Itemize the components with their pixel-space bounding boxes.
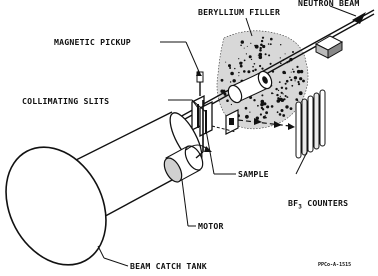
filler-speck [226,99,229,102]
filler-speck [238,58,239,59]
filler-speck [244,60,246,62]
label-motor: MOTOR [198,221,224,231]
filler-speck [250,43,251,44]
filler-speck [255,45,259,49]
bf3-counter-tube [302,99,307,155]
filler-speck [247,70,250,73]
filler-speck [282,114,285,117]
filler-speck [283,93,284,94]
filler-speck [246,53,247,54]
filler-speck [240,65,243,68]
filler-speck [249,55,252,58]
filler-speck [270,63,272,65]
filler-speck [285,53,286,54]
label-magnetic-pickup: MAGNETIC PICKUP [54,37,131,47]
filler-speck [253,99,255,101]
bf3-counter-tube [308,96,313,152]
filler-speck [290,79,292,81]
filler-speck [261,68,263,70]
filler-speck [271,105,274,108]
filler-speck [277,99,281,103]
filler-speck [290,107,293,110]
filler-speck [259,65,261,67]
filler-speck [265,53,267,55]
filler-speck [279,81,281,83]
filler-speck [289,77,291,79]
filler-speck [244,48,245,49]
filler-speck [257,105,259,107]
filler-speck [251,59,252,60]
filler-speck [261,94,263,96]
filler-speck [291,85,293,87]
drawing-number: PPCo-A-1515 [318,262,352,268]
filler-speck [295,80,296,81]
filler-speck [270,38,273,41]
filler-speck [299,77,302,80]
filler-speck [261,107,263,109]
label-sample: SAMPLE [238,169,269,179]
filler-speck [275,88,277,90]
filler-speck [297,100,299,102]
filler-speck [259,53,263,57]
filler-speck [292,69,293,70]
filler-speck [268,43,270,45]
filler-speck [265,111,268,114]
filler-speck [254,63,256,65]
filler-speck [276,94,278,96]
filler-speck [280,96,281,97]
filler-speck [234,68,235,69]
bf3-subscript: 3 [298,203,303,211]
filler-speck [270,43,272,45]
filler-speck [300,71,302,73]
filler-speck [286,80,289,83]
filler-speck [277,97,279,99]
filler-speck [285,83,287,85]
filler-speck [243,70,246,73]
bf3-prefix: BF [288,198,299,208]
filler-speck [296,66,298,68]
filler-speck [299,91,303,95]
filler-speck [281,109,284,112]
filler-speck [260,113,262,115]
filler-speck [229,67,231,69]
filler-speck [224,90,225,91]
filler-speck [230,72,234,76]
filler-speck [295,77,296,78]
label-bf3-counters [288,198,348,211]
filler-speck [254,69,256,71]
filler-speck [271,92,273,94]
filler-speck [298,83,300,85]
beam-catch-tank [0,109,208,276]
filler-speck [286,97,287,98]
filler-speck [291,72,292,73]
filler-speck [258,55,259,56]
filler-speck [245,115,249,119]
filler-speck [241,40,244,43]
filler-speck [247,46,248,47]
filler-speck [260,103,264,107]
filler-speck [262,45,265,48]
filler-speck [280,57,281,58]
bf3-counter-tube [320,90,325,146]
filler-speck [233,79,236,82]
filler-speck [282,71,285,74]
filler-speck [231,104,232,105]
bf3-suffix: COUNTERS [302,198,349,208]
filler-speck [221,79,224,82]
filler-speck [277,111,279,113]
filler-speck [283,98,285,100]
filler-speck [280,63,282,65]
filler-speck [278,90,279,91]
filler-speck [238,72,239,73]
filler-speck [252,70,254,72]
filler-speck [297,70,301,74]
filler-speck [241,62,242,63]
bf3-counter-tube [314,93,319,149]
filler-speck [268,54,270,56]
filler-speck [264,103,266,105]
filler-speck [240,45,242,47]
filler-speck [279,113,282,116]
filler-speck [259,49,262,52]
filler-speck [297,81,299,83]
filler-speck [249,112,250,113]
filler-speck [281,87,283,89]
filler-speck [262,37,264,39]
filler-speck [302,80,305,83]
filler-speck [281,92,283,94]
filler-speck [260,47,262,49]
filler-speck [230,81,231,82]
label-collimating-slits: COLLIMATING SLITS [22,96,110,106]
filler-speck [280,44,281,45]
filler-speck [285,87,287,89]
filler-speck [292,51,294,53]
filler-speck [238,75,239,76]
filler-speck [261,40,263,42]
filler-speck [263,116,266,119]
label-beam-catch-tank: BEAM CATCH TANK [130,261,207,271]
filler-speck [266,107,267,108]
label-beryllium-filler: BERYLLIUM FILLER [198,7,281,17]
filler-speck [225,62,226,63]
filler-speck [228,64,231,67]
label-neutron-beam: NEUTRON BEAM [298,0,360,8]
bf3-counter-tube [296,102,301,158]
filler-speck [252,66,254,68]
filler-speck [293,71,295,73]
filler-speck [245,107,248,110]
filler-speck [285,105,288,108]
